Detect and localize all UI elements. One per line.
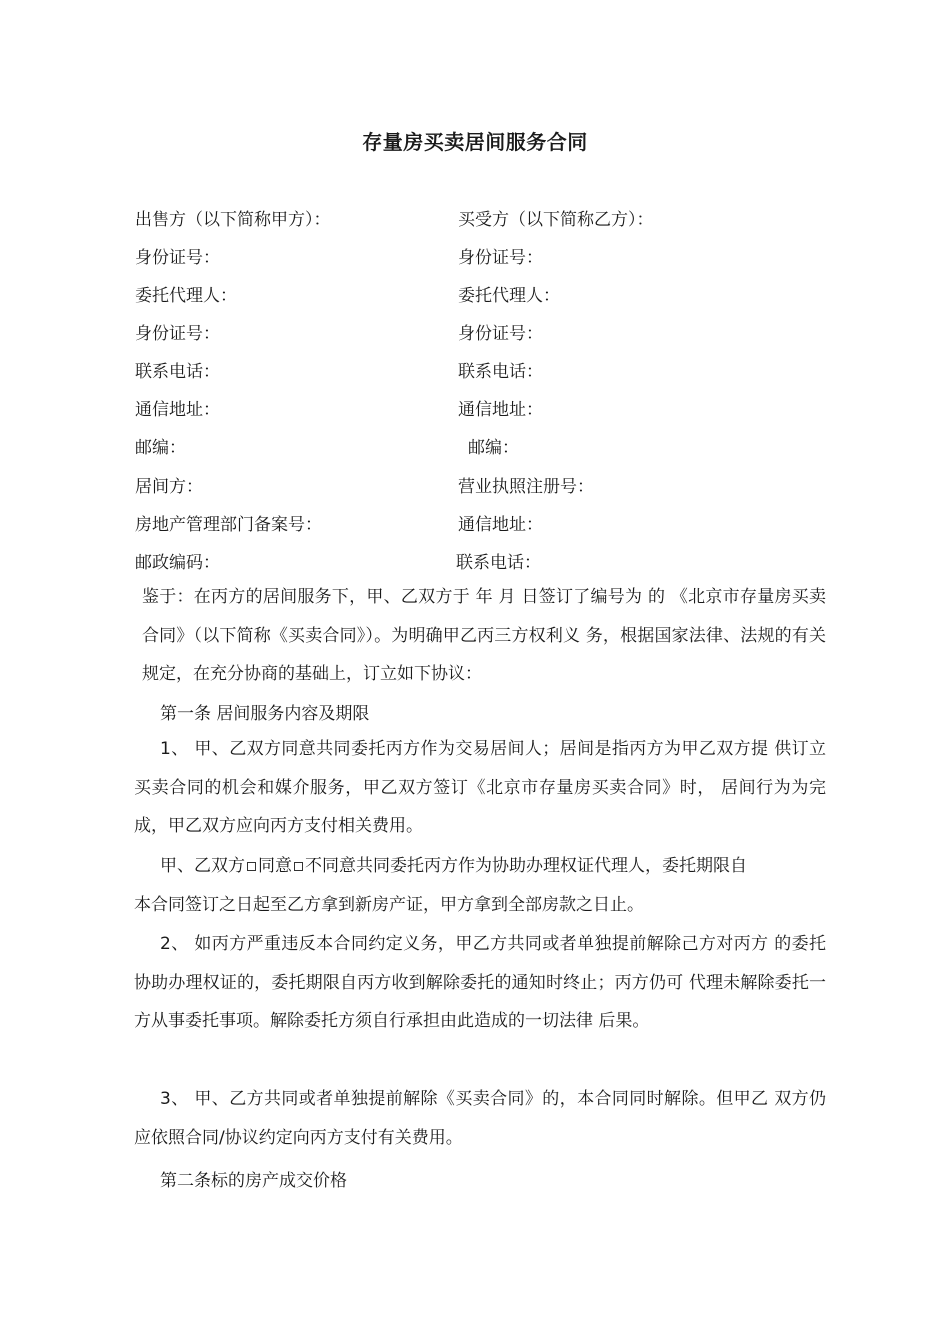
document-title: 存量房买卖居间服务合同 [362, 130, 588, 154]
seller-id-label: 身份证号： [135, 248, 220, 268]
article-1-item-2: 2、 如丙方严重违反本合同约定义务，甲乙方共同或者单独提前解除己方对丙方 的委托协助办理权证的，委托期限自丙方收到解除委托的通知时终止；丙方仍可 代理未解除委托一方从事委托事项。解除委托方须自行承担由此造成的一切法律 后果。 [134, 934, 826, 1031]
buyer-label: 买受方（以下简称乙方）： [458, 210, 654, 230]
buyer-id-label: 身份证号： [458, 248, 543, 268]
record-number-label: 房地产管理部门备案号： [135, 515, 322, 535]
agent-postcode-label: 邮政编码： [135, 553, 220, 573]
article-1-item-1b-line2: 本合同签订之日起至乙方拿到新房产证，甲方拿到全部房款之日止。 [134, 895, 644, 915]
buyer-postcode-label: 邮编： [468, 438, 519, 458]
license-label: 营业执照注册号： [458, 477, 594, 497]
agent-label: 居间方： [135, 477, 203, 497]
agent-phone-label: 联系电话： [456, 553, 541, 573]
article-1-item-3: 3、 甲、乙方共同或者单独提前解除《买卖合同》的，本合同同时解除。但甲乙 双方仍应依照合同/协议约定向丙方支付有关费用。 [134, 1089, 826, 1148]
item-1b-option-agree: 同意 [258, 856, 292, 876]
checkbox-agree[interactable] [247, 862, 256, 871]
agent-address-label: 通信地址： [458, 515, 543, 535]
article-1-item-1: 1、 甲、乙双方同意共同委托丙方作为交易居间人；居间是指丙方为甲乙双方提 供订立买卖合同的机会和媒介服务，甲乙双方签订《北京市存量房买卖合同》时， 居间行为为完成，甲乙双方应向丙方支付相关费用。 [134, 739, 826, 836]
article-1-heading: 第一条 居间服务内容及期限 [160, 704, 370, 724]
buyer-agent-label: 委托代理人： [458, 286, 560, 306]
article-1-item-1b-line1 [160, 855, 747, 877]
article-2-heading: 第二条标的房产成交价格 [160, 1171, 347, 1191]
buyer-phone-label: 联系电话： [458, 362, 543, 382]
preamble-paragraph: 鉴于：在丙方的居间服务下，甲、乙双方于 年 月 日签订了编号为 的 《北京市存量房买卖合同》（以下简称《买卖合同》）。为明确甲乙丙三方权利义 务，根据国家法律、法规的有关规定，在充分协商的基础上，订立如下协议： [142, 587, 826, 684]
seller-postcode-label: 邮编： [135, 438, 186, 458]
seller-label: 出售方（以下简称甲方）： [135, 210, 331, 230]
seller-address-label: 通信地址： [135, 400, 220, 420]
seller-phone-label: 联系电话： [135, 362, 220, 382]
item-1b-prefix: 甲、乙双方 [160, 856, 245, 876]
seller-agent-label: 委托代理人： [135, 286, 237, 306]
seller-agent-id-label: 身份证号： [135, 324, 220, 344]
buyer-address-label: 通信地址： [458, 400, 543, 420]
checkbox-disagree[interactable] [294, 862, 303, 871]
buyer-agent-id-label: 身份证号： [458, 324, 543, 344]
item-1b-option-disagree: 不同意共同委托丙方作为协助办理权证代理人，委托期限自 [305, 856, 747, 876]
